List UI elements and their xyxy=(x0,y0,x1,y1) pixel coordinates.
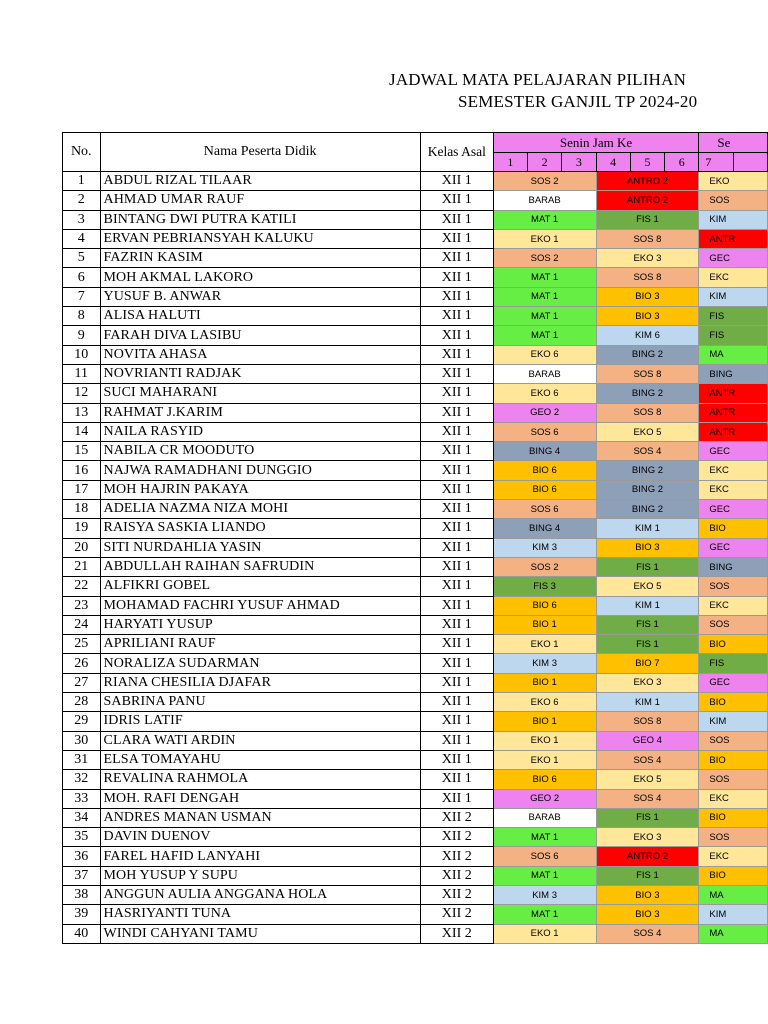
student-name: ANDRES MANAN USMAN xyxy=(100,808,420,827)
class-origin: XII 1 xyxy=(420,480,493,499)
slot-periods-4-6: BIO 3 xyxy=(596,287,699,306)
class-origin: XII 1 xyxy=(420,326,493,345)
slot-periods-1-3: GEO 2 xyxy=(493,403,596,422)
class-origin: XII 2 xyxy=(420,905,493,924)
row-number: 24 xyxy=(63,615,101,634)
slot-periods-1-3: BIO 6 xyxy=(493,461,596,480)
table-row xyxy=(63,750,768,769)
schedule-table-wrapper xyxy=(62,132,736,944)
row-number: 33 xyxy=(63,789,101,808)
row-number: 35 xyxy=(63,828,101,847)
class-origin: XII 1 xyxy=(420,519,493,538)
student-name: NORALIZA SUDARMAN xyxy=(100,654,420,673)
table-row xyxy=(63,461,768,480)
slot-periods-4-6: FIS 1 xyxy=(596,866,699,885)
student-name: FAREL HAFID LANYAHI xyxy=(100,847,420,866)
student-name: ALISA HALUTI xyxy=(100,307,420,326)
period-number: 4 xyxy=(596,153,630,172)
slot-periods-4-6: BING 2 xyxy=(596,345,699,364)
slot-periods-4-6: SOS 8 xyxy=(596,364,699,383)
table-row xyxy=(63,635,768,654)
slot-periods-4-6: SOS 4 xyxy=(596,789,699,808)
student-name: WINDI CAHYANI TAMU xyxy=(100,924,420,943)
row-number: 10 xyxy=(63,345,101,364)
table-row xyxy=(63,673,768,692)
slot-periods-4-6: SOS 4 xyxy=(596,442,699,461)
slot-periods-1-3: MAT 1 xyxy=(493,828,596,847)
class-origin: XII 2 xyxy=(420,885,493,904)
class-origin: XII 1 xyxy=(420,770,493,789)
class-origin: XII 1 xyxy=(420,403,493,422)
class-origin: XII 1 xyxy=(420,750,493,769)
slot-periods-1-3: KIM 3 xyxy=(493,538,596,557)
row-number: 13 xyxy=(63,403,101,422)
document-title: JADWAL MATA PELAJARAN PILIHAN xyxy=(389,70,687,89)
slot-periods-7-cut: EKC xyxy=(699,480,768,499)
row-number: 37 xyxy=(63,866,101,885)
class-origin: XII 1 xyxy=(420,789,493,808)
slot-periods-1-3: SOS 2 xyxy=(493,172,596,191)
student-name: SITI NURDAHLIA YASIN xyxy=(100,538,420,557)
class-origin: XII 1 xyxy=(420,442,493,461)
slot-periods-4-6: BING 2 xyxy=(596,500,699,519)
student-name: ELSA TOMAYAHU xyxy=(100,750,420,769)
slot-periods-4-6: KIM 6 xyxy=(596,326,699,345)
slot-periods-4-6: BING 2 xyxy=(596,384,699,403)
class-origin: XII 1 xyxy=(420,500,493,519)
header-no: No. xyxy=(63,133,101,172)
student-name: REVALINA RAHMOLA xyxy=(100,770,420,789)
slot-periods-1-3: MAT 1 xyxy=(493,866,596,885)
student-name: BINTANG DWI PUTRA KATILI xyxy=(100,210,420,229)
slot-periods-7-cut: SOS xyxy=(699,191,768,210)
table-row xyxy=(63,480,768,499)
slot-periods-4-6: EKO 5 xyxy=(596,577,699,596)
slot-periods-7-cut: KIM xyxy=(699,287,768,306)
slot-periods-7-cut: GEC xyxy=(699,249,768,268)
slot-periods-4-6: ANTRO 2 xyxy=(596,847,699,866)
class-origin: XII 2 xyxy=(420,866,493,885)
table-row xyxy=(63,924,768,943)
row-number: 7 xyxy=(63,287,101,306)
slot-periods-7-cut: GEC xyxy=(699,500,768,519)
table-row xyxy=(63,866,768,885)
slot-periods-1-3: BING 4 xyxy=(493,519,596,538)
table-row xyxy=(63,519,768,538)
slot-periods-4-6: BIO 7 xyxy=(596,654,699,673)
slot-periods-4-6: SOS 8 xyxy=(596,268,699,287)
table-row xyxy=(63,172,768,191)
slot-periods-4-6: FIS 1 xyxy=(596,808,699,827)
student-name: APRILIANI RAUF xyxy=(100,635,420,654)
slot-periods-7-cut: FIS xyxy=(699,654,768,673)
table-row xyxy=(63,500,768,519)
slot-periods-1-3: SOS 6 xyxy=(493,500,596,519)
slot-periods-7-cut: FIS xyxy=(699,307,768,326)
table-row xyxy=(63,712,768,731)
student-name: MOH AKMAL LAKORO xyxy=(100,268,420,287)
student-name: RAISYA SASKIA LIANDO xyxy=(100,519,420,538)
slot-periods-7-cut: SOS xyxy=(699,828,768,847)
slot-periods-4-6: SOS 4 xyxy=(596,924,699,943)
slot-periods-7-cut: KIM xyxy=(699,712,768,731)
table-row xyxy=(63,287,768,306)
slot-periods-4-6: EKO 3 xyxy=(596,249,699,268)
row-number: 20 xyxy=(63,538,101,557)
slot-periods-4-6: ANTRO 2 xyxy=(596,191,699,210)
slot-periods-1-3: EKO 1 xyxy=(493,731,596,750)
slot-periods-4-6: KIM 1 xyxy=(596,596,699,615)
class-origin: XII 1 xyxy=(420,615,493,634)
class-origin: XII 1 xyxy=(420,635,493,654)
slot-periods-4-6: BING 2 xyxy=(596,480,699,499)
slot-periods-7-cut: EKC xyxy=(699,847,768,866)
slot-periods-7-cut: SOS xyxy=(699,577,768,596)
table-row xyxy=(63,384,768,403)
slot-periods-4-6: KIM 1 xyxy=(596,519,699,538)
slot-periods-1-3: EKO 1 xyxy=(493,229,596,248)
row-number: 38 xyxy=(63,885,101,904)
period-number: 7 xyxy=(699,153,733,172)
row-number: 18 xyxy=(63,500,101,519)
student-name: SUCI MAHARANI xyxy=(100,384,420,403)
row-number: 1 xyxy=(63,172,101,191)
slot-periods-1-3: EKO 6 xyxy=(493,345,596,364)
student-name: ANGGUN AULIA ANGGANA HOLA xyxy=(100,885,420,904)
row-number: 32 xyxy=(63,770,101,789)
slot-periods-1-3: GEO 2 xyxy=(493,789,596,808)
period-number-cut xyxy=(733,153,767,172)
student-name: NABILA CR MOODUTO xyxy=(100,442,420,461)
table-row xyxy=(63,364,768,383)
slot-periods-7-cut: BIO xyxy=(699,635,768,654)
slot-periods-7-cut: EKO xyxy=(699,172,768,191)
table-row xyxy=(63,229,768,248)
student-name: ALFIKRI GOBEL xyxy=(100,577,420,596)
slot-periods-4-6: FIS 1 xyxy=(596,615,699,634)
class-origin: XII 2 xyxy=(420,828,493,847)
student-rows xyxy=(63,172,768,944)
row-number: 8 xyxy=(63,307,101,326)
row-number: 28 xyxy=(63,693,101,712)
class-origin: XII 1 xyxy=(420,210,493,229)
slot-periods-4-6: SOS 4 xyxy=(596,750,699,769)
row-number: 40 xyxy=(63,924,101,943)
slot-periods-1-3: SOS 6 xyxy=(493,847,596,866)
table-row xyxy=(63,538,768,557)
class-origin: XII 1 xyxy=(420,577,493,596)
student-name: ADELIA NAZMA NIZA MOHI xyxy=(100,500,420,519)
row-number: 16 xyxy=(63,461,101,480)
class-origin: XII 1 xyxy=(420,345,493,364)
slot-periods-7-cut: BIO xyxy=(699,693,768,712)
slot-periods-4-6: GEO 4 xyxy=(596,731,699,750)
slot-periods-7-cut: SOS xyxy=(699,731,768,750)
student-name: MOH YUSUP Y SUPU xyxy=(100,866,420,885)
slot-periods-1-3: MAT 1 xyxy=(493,326,596,345)
class-origin: XII 1 xyxy=(420,364,493,383)
table-row xyxy=(63,808,768,827)
row-number: 23 xyxy=(63,596,101,615)
student-name: RAHMAT J.KARIM xyxy=(100,403,420,422)
row-number: 9 xyxy=(63,326,101,345)
student-name: FAZRIN KASIM xyxy=(100,249,420,268)
period-number: 2 xyxy=(527,153,561,172)
student-name: FARAH DIVA LASIBU xyxy=(100,326,420,345)
table-row xyxy=(63,885,768,904)
slot-periods-1-3: BING 4 xyxy=(493,442,596,461)
slot-periods-7-cut: BING xyxy=(699,557,768,576)
class-origin: XII 1 xyxy=(420,461,493,480)
table-row xyxy=(63,403,768,422)
slot-periods-7-cut: BIO xyxy=(699,750,768,769)
slot-periods-1-3: EKO 1 xyxy=(493,635,596,654)
slot-periods-1-3: MAT 1 xyxy=(493,210,596,229)
table-row xyxy=(63,577,768,596)
class-origin: XII 1 xyxy=(420,422,493,441)
slot-periods-1-3: SOS 2 xyxy=(493,557,596,576)
period-number: 1 xyxy=(493,153,527,172)
table-row xyxy=(63,210,768,229)
class-origin: XII 1 xyxy=(420,307,493,326)
row-number: 6 xyxy=(63,268,101,287)
slot-periods-1-3: MAT 1 xyxy=(493,905,596,924)
table-row xyxy=(63,731,768,750)
class-origin: XII 1 xyxy=(420,557,493,576)
row-number: 11 xyxy=(63,364,101,383)
row-number: 15 xyxy=(63,442,101,461)
slot-periods-1-3: EKO 6 xyxy=(493,384,596,403)
class-origin: XII 1 xyxy=(420,287,493,306)
table-row xyxy=(63,268,768,287)
slot-periods-1-3: BIO 6 xyxy=(493,770,596,789)
slot-periods-1-3: EKO 1 xyxy=(493,750,596,769)
row-number: 12 xyxy=(63,384,101,403)
period-number: 5 xyxy=(630,153,664,172)
slot-periods-4-6: EKO 3 xyxy=(596,673,699,692)
class-origin: XII 1 xyxy=(420,268,493,287)
class-origin: XII 1 xyxy=(420,191,493,210)
slot-periods-4-6: BIO 3 xyxy=(596,307,699,326)
class-origin: XII 2 xyxy=(420,924,493,943)
slot-periods-7-cut: GEC xyxy=(699,538,768,557)
row-number: 17 xyxy=(63,480,101,499)
table-row xyxy=(63,654,768,673)
table-row xyxy=(63,307,768,326)
row-number: 30 xyxy=(63,731,101,750)
row-number: 21 xyxy=(63,557,101,576)
student-name: ABDULLAH RAIHAN SAFRUDIN xyxy=(100,557,420,576)
table-row xyxy=(63,422,768,441)
class-origin: XII 1 xyxy=(420,673,493,692)
student-name: YUSUF B. ANWAR xyxy=(100,287,420,306)
class-origin: XII 2 xyxy=(420,808,493,827)
table-row xyxy=(63,249,768,268)
slot-periods-4-6: BIO 3 xyxy=(596,538,699,557)
slot-periods-1-3: BIO 1 xyxy=(493,712,596,731)
class-origin: XII 1 xyxy=(420,731,493,750)
slot-periods-1-3: EKO 6 xyxy=(493,693,596,712)
slot-periods-7-cut: BIO xyxy=(699,866,768,885)
row-number: 4 xyxy=(63,229,101,248)
slot-periods-1-3: SOS 2 xyxy=(493,249,596,268)
class-origin: XII 1 xyxy=(420,596,493,615)
student-name: ERVAN PEBRIANSYAH KALUKU xyxy=(100,229,420,248)
student-name: NAJWA RAMADHANI DUNGGIO xyxy=(100,461,420,480)
row-number: 3 xyxy=(63,210,101,229)
table-row xyxy=(63,326,768,345)
class-origin: XII 1 xyxy=(420,172,493,191)
slot-periods-1-3: MAT 1 xyxy=(493,268,596,287)
slot-periods-4-6: BING 2 xyxy=(596,461,699,480)
student-name: MOH HAJRIN PAKAYA xyxy=(100,480,420,499)
table-row xyxy=(63,789,768,808)
slot-periods-7-cut: SOS xyxy=(699,770,768,789)
slot-periods-7-cut: BING xyxy=(699,364,768,383)
slot-periods-1-3: MAT 1 xyxy=(493,287,596,306)
slot-periods-7-cut: ANTR xyxy=(699,384,768,403)
document-header xyxy=(0,0,768,130)
student-name: MOH. RAFI DENGAH xyxy=(100,789,420,808)
student-name: HARYATI YUSUP xyxy=(100,615,420,634)
slot-periods-4-6: BIO 3 xyxy=(596,905,699,924)
table-row xyxy=(63,693,768,712)
row-number: 27 xyxy=(63,673,101,692)
slot-periods-4-6: FIS 1 xyxy=(596,557,699,576)
student-name: NOVITA AHASA xyxy=(100,345,420,364)
student-name: DAVIN DUENOV xyxy=(100,828,420,847)
slot-periods-7-cut: EKC xyxy=(699,268,768,287)
slot-periods-7-cut: MA xyxy=(699,924,768,943)
slot-periods-4-6: EKO 5 xyxy=(596,770,699,789)
header-day-next: Se xyxy=(699,133,768,153)
slot-periods-7-cut: BIO xyxy=(699,519,768,538)
row-number: 22 xyxy=(63,577,101,596)
header-kelas: Kelas Asal xyxy=(420,133,493,172)
student-name: MOHAMAD FACHRI YUSUF AHMAD xyxy=(100,596,420,615)
table-row xyxy=(63,191,768,210)
slot-periods-1-3: KIM 3 xyxy=(493,654,596,673)
slot-periods-1-3: KIM 3 xyxy=(493,885,596,904)
slot-periods-7-cut: MA xyxy=(699,345,768,364)
header-name: Nama Peserta Didik xyxy=(100,133,420,172)
table-row xyxy=(63,442,768,461)
student-name: SABRINA PANU xyxy=(100,693,420,712)
slot-periods-1-3: FIS 3 xyxy=(493,577,596,596)
slot-periods-4-6: SOS 8 xyxy=(596,712,699,731)
slot-periods-7-cut: SOS xyxy=(699,615,768,634)
slot-periods-7-cut: FIS xyxy=(699,326,768,345)
student-name: ABDUL RIZAL TILAAR xyxy=(100,172,420,191)
table-row xyxy=(63,345,768,364)
student-name: NAILA RASYID xyxy=(100,422,420,441)
student-name: IDRIS LATIF xyxy=(100,712,420,731)
slot-periods-1-3: BARAB xyxy=(493,808,596,827)
slot-periods-4-6: KIM 1 xyxy=(596,693,699,712)
row-number: 36 xyxy=(63,847,101,866)
slot-periods-7-cut: KIM xyxy=(699,210,768,229)
row-number: 14 xyxy=(63,422,101,441)
table-row xyxy=(63,557,768,576)
period-number: 3 xyxy=(562,153,596,172)
slot-periods-7-cut: GEC xyxy=(699,673,768,692)
class-origin: XII 1 xyxy=(420,654,493,673)
table-row xyxy=(63,828,768,847)
slot-periods-7-cut: EKC xyxy=(699,596,768,615)
slot-periods-4-6: BIO 3 xyxy=(596,885,699,904)
row-number: 25 xyxy=(63,635,101,654)
slot-periods-7-cut: BIO xyxy=(699,808,768,827)
schedule-table xyxy=(62,132,768,944)
class-origin: XII 1 xyxy=(420,538,493,557)
row-number: 34 xyxy=(63,808,101,827)
row-number: 19 xyxy=(63,519,101,538)
student-name: HASRIYANTI TUNA xyxy=(100,905,420,924)
period-number: 6 xyxy=(665,153,699,172)
student-name: NOVRIANTI RADJAK xyxy=(100,364,420,383)
table-row xyxy=(63,770,768,789)
row-number: 2 xyxy=(63,191,101,210)
slot-periods-4-6: FIS 1 xyxy=(596,210,699,229)
slot-periods-4-6: EKO 3 xyxy=(596,828,699,847)
slot-periods-7-cut: GEC xyxy=(699,442,768,461)
class-origin: XII 1 xyxy=(420,229,493,248)
slot-periods-1-3: BARAB xyxy=(493,191,596,210)
class-origin: XII 1 xyxy=(420,693,493,712)
slot-periods-4-6: ANTRO 2 xyxy=(596,172,699,191)
slot-periods-7-cut: EKC xyxy=(699,789,768,808)
class-origin: XII 2 xyxy=(420,847,493,866)
slot-periods-1-3: BIO 6 xyxy=(493,596,596,615)
row-number: 39 xyxy=(63,905,101,924)
slot-periods-1-3: SOS 6 xyxy=(493,422,596,441)
class-origin: XII 1 xyxy=(420,384,493,403)
row-number: 31 xyxy=(63,750,101,769)
slot-periods-4-6: FIS 1 xyxy=(596,635,699,654)
table-row xyxy=(63,905,768,924)
slot-periods-1-3: BARAB xyxy=(493,364,596,383)
slot-periods-1-3: MAT 1 xyxy=(493,307,596,326)
table-row xyxy=(63,847,768,866)
slot-periods-7-cut: EKC xyxy=(699,461,768,480)
table-row xyxy=(63,596,768,615)
slot-periods-7-cut: MA xyxy=(699,885,768,904)
row-number: 29 xyxy=(63,712,101,731)
student-name: AHMAD UMAR RAUF xyxy=(100,191,420,210)
header-day-monday: Senin Jam Ke xyxy=(493,133,699,153)
class-origin: XII 1 xyxy=(420,249,493,268)
row-number: 26 xyxy=(63,654,101,673)
slot-periods-1-3: EKO 1 xyxy=(493,924,596,943)
slot-periods-7-cut: ANTR xyxy=(699,422,768,441)
slot-periods-7-cut: ANTR xyxy=(699,229,768,248)
table-row xyxy=(63,615,768,634)
slot-periods-4-6: EKO 5 xyxy=(596,422,699,441)
row-number: 5 xyxy=(63,249,101,268)
slot-periods-7-cut: ANTR xyxy=(699,403,768,422)
slot-periods-7-cut: KIM xyxy=(699,905,768,924)
slot-periods-1-3: BIO 1 xyxy=(493,615,596,634)
student-name: RIANA CHESILIA DJAFAR xyxy=(100,673,420,692)
slot-periods-4-6: SOS 8 xyxy=(596,403,699,422)
slot-periods-4-6: SOS 8 xyxy=(596,229,699,248)
slot-periods-1-3: BIO 1 xyxy=(493,673,596,692)
student-name: CLARA WATI ARDIN xyxy=(100,731,420,750)
class-origin: XII 1 xyxy=(420,712,493,731)
slot-periods-1-3: BIO 6 xyxy=(493,480,596,499)
document-subtitle: SEMESTER GANJIL TP 2024-20 xyxy=(458,92,698,111)
